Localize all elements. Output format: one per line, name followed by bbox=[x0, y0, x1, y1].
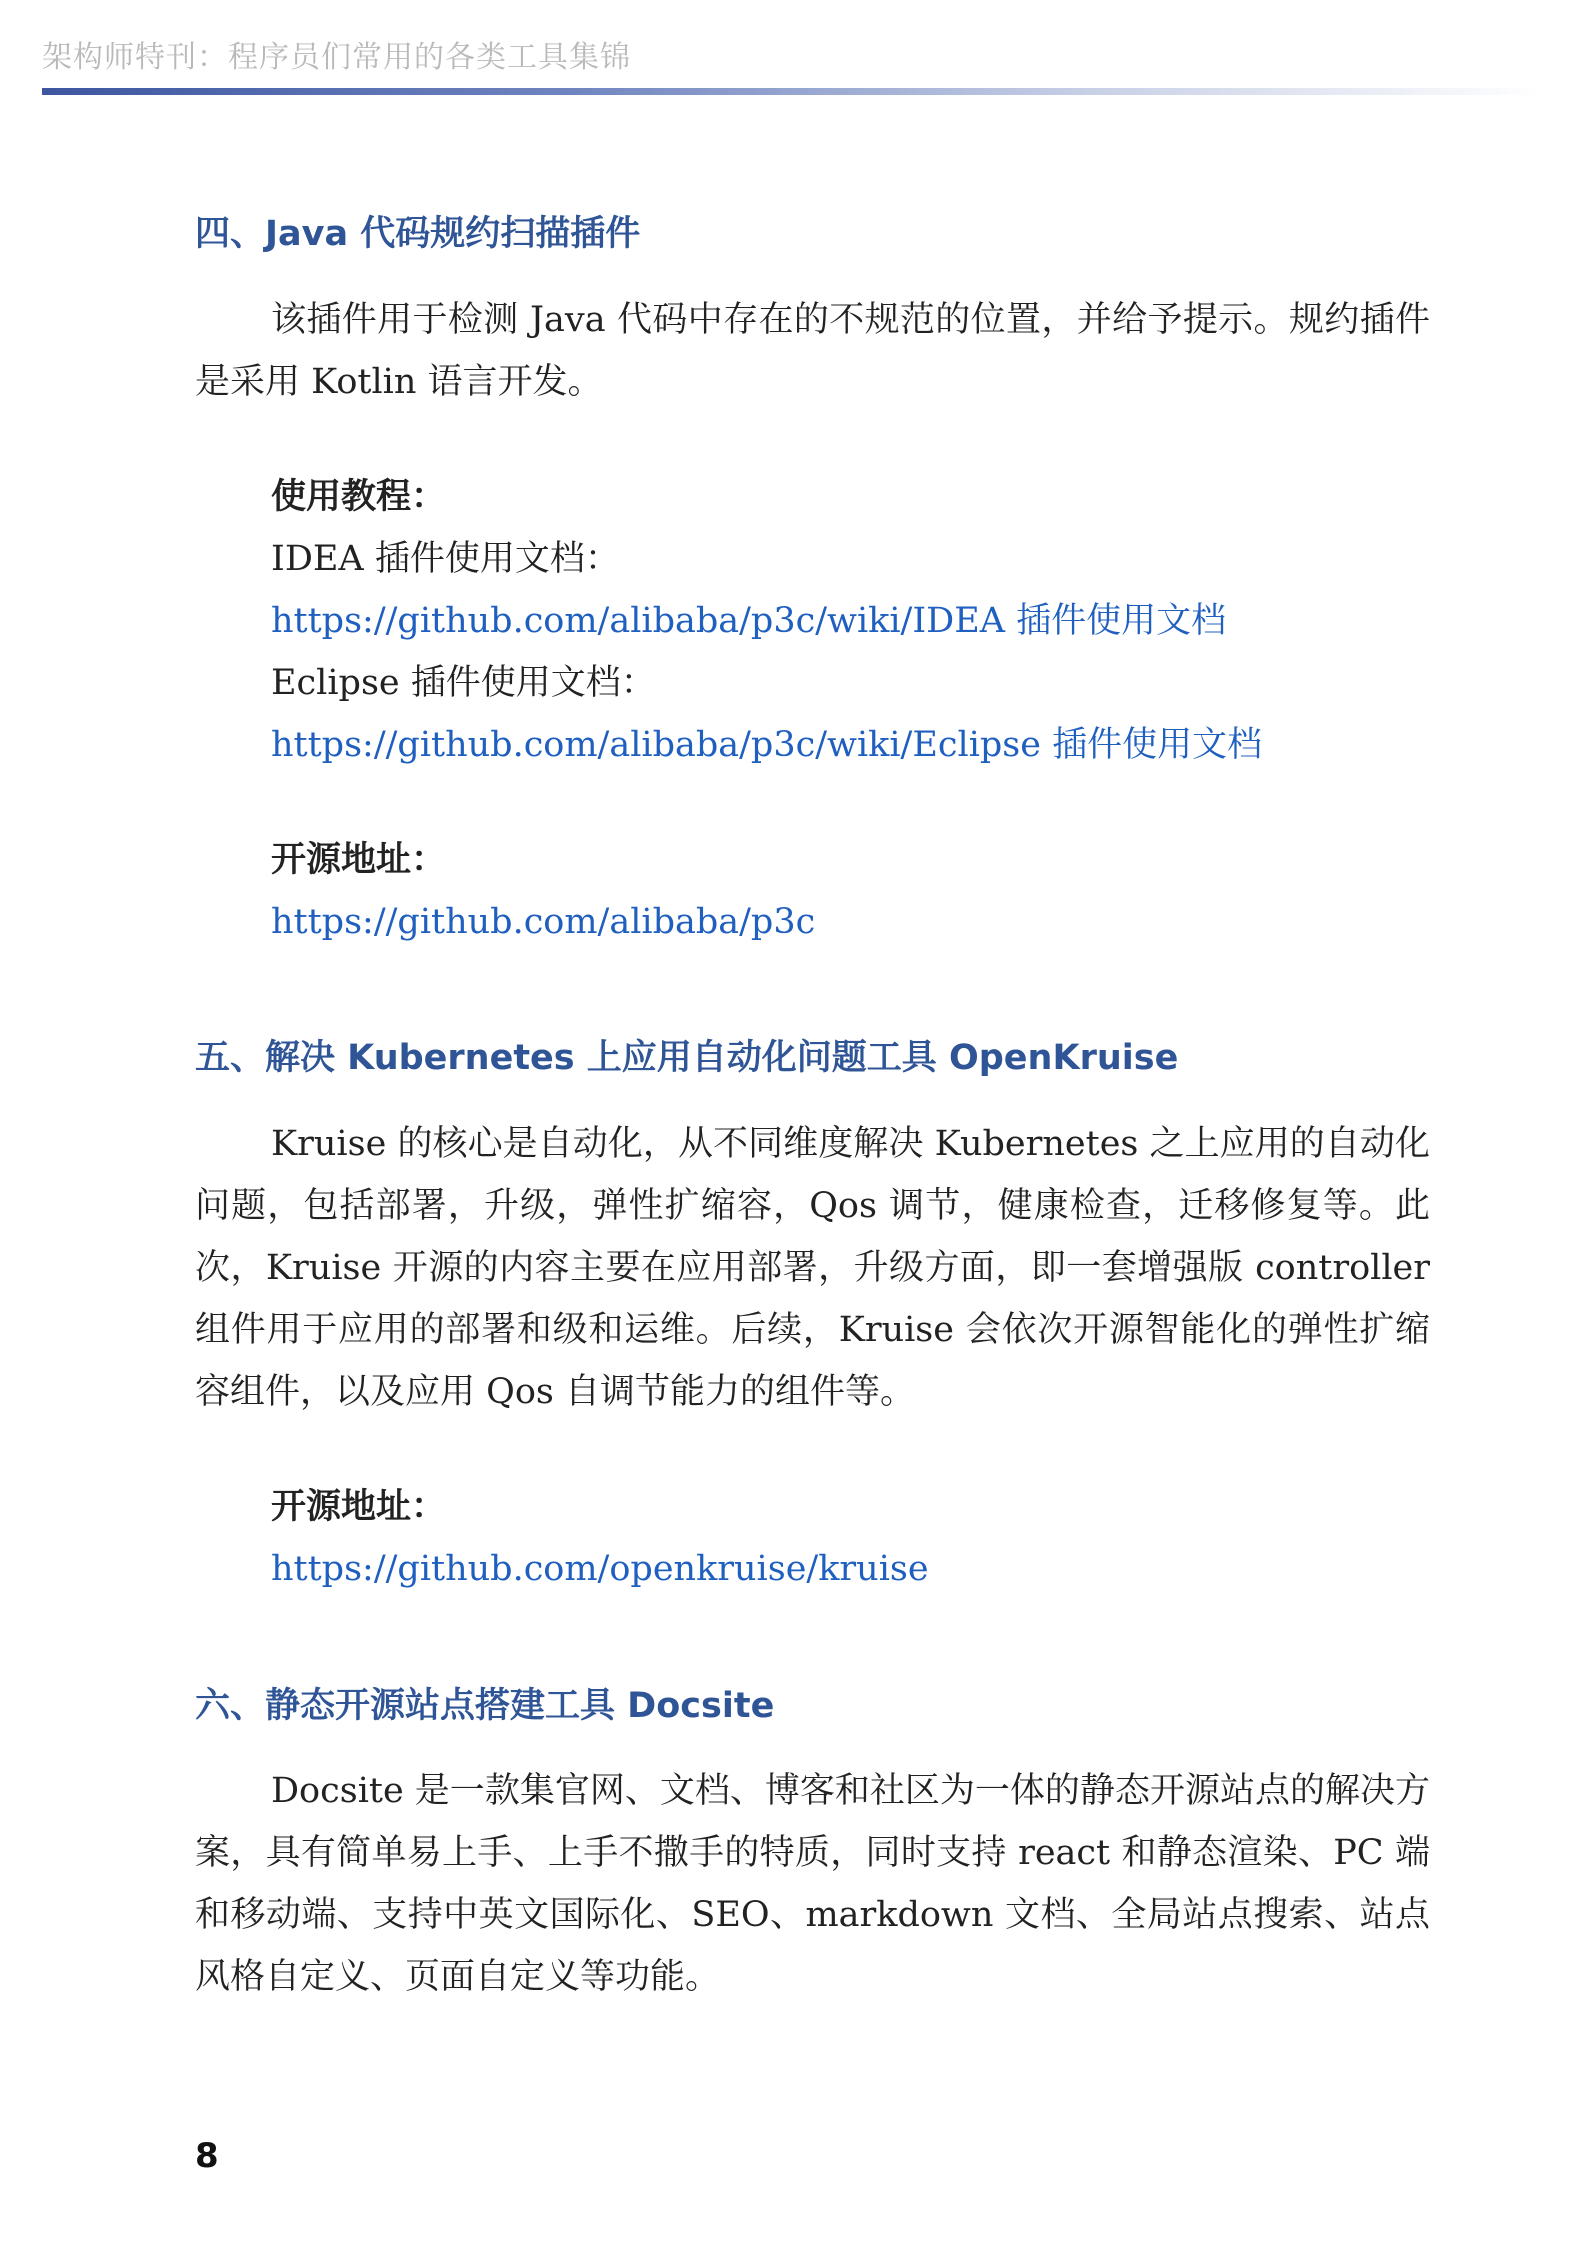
header-rule bbox=[42, 88, 1542, 95]
section-4-body: 该插件用于检测 Java 代码中存在的不规范的位置，并给予提示。规约插件是采用 Kotlin 语言开发。 bbox=[195, 300, 1430, 402]
section-5-title: 五、解决 Kubernetes 上应用自动化问题工具 OpenKruise bbox=[195, 1038, 1179, 1078]
section-5-source-label: 开源地址： bbox=[271, 1487, 447, 1527]
kruise-repo-link[interactable]: https://github.com/openkruise/kruise bbox=[271, 1549, 929, 1589]
tutorial-label: 使用教程： bbox=[271, 477, 447, 517]
page-number: 8 bbox=[195, 2136, 219, 2176]
p3c-repo-link[interactable]: https://github.com/alibaba/p3c bbox=[271, 902, 816, 942]
idea-doc-label: IDEA 插件使用文档： bbox=[271, 539, 620, 579]
running-header: 架构师特刊：程序员们常用的各类工具集锦 bbox=[42, 40, 631, 75]
section-6-body: Docsite 是一款集官网、文档、博客和社区为一体的静态开源站点的解决方案，具有简单易上手、上手不撒手的特质，同时支持 react 和静态渲染、PC 端和移动端、支持中英文国际化、SEO、markdown 文档、全局站点搜索、站点风格自定义、页面自定义等功能。 bbox=[195, 1771, 1430, 1997]
section-4-source-label: 开源地址： bbox=[271, 840, 447, 880]
eclipse-doc-link[interactable]: https://github.com/alibaba/p3c/wiki/Eclipse 插件使用文档 bbox=[271, 725, 1263, 765]
section-4-title: 四、Java 代码规约扫描插件 bbox=[195, 214, 641, 254]
section-6-title: 六、静态开源站点搭建工具 Docsite bbox=[195, 1686, 775, 1726]
eclipse-doc-label: Eclipse 插件使用文档： bbox=[271, 663, 656, 703]
idea-doc-link[interactable]: https://github.com/alibaba/p3c/wiki/IDEA 插件使用文档 bbox=[271, 601, 1227, 641]
section-5-body: Kruise 的核心是自动化，从不同维度解决 Kubernetes 之上应用的自动化问题，包括部署，升级，弹性扩缩容，Qos 调节，健康检查，迁移修复等。此次，Kruise 开源的内容主要在应用部署，升级方面，即一套增强版 controller 组件用于应用的部署和级和运维。后续，Kruise 会依次开源智能化的弹性扩缩容组件，以及应用 Qos 自调节能力的组件等。 bbox=[195, 1124, 1430, 1412]
